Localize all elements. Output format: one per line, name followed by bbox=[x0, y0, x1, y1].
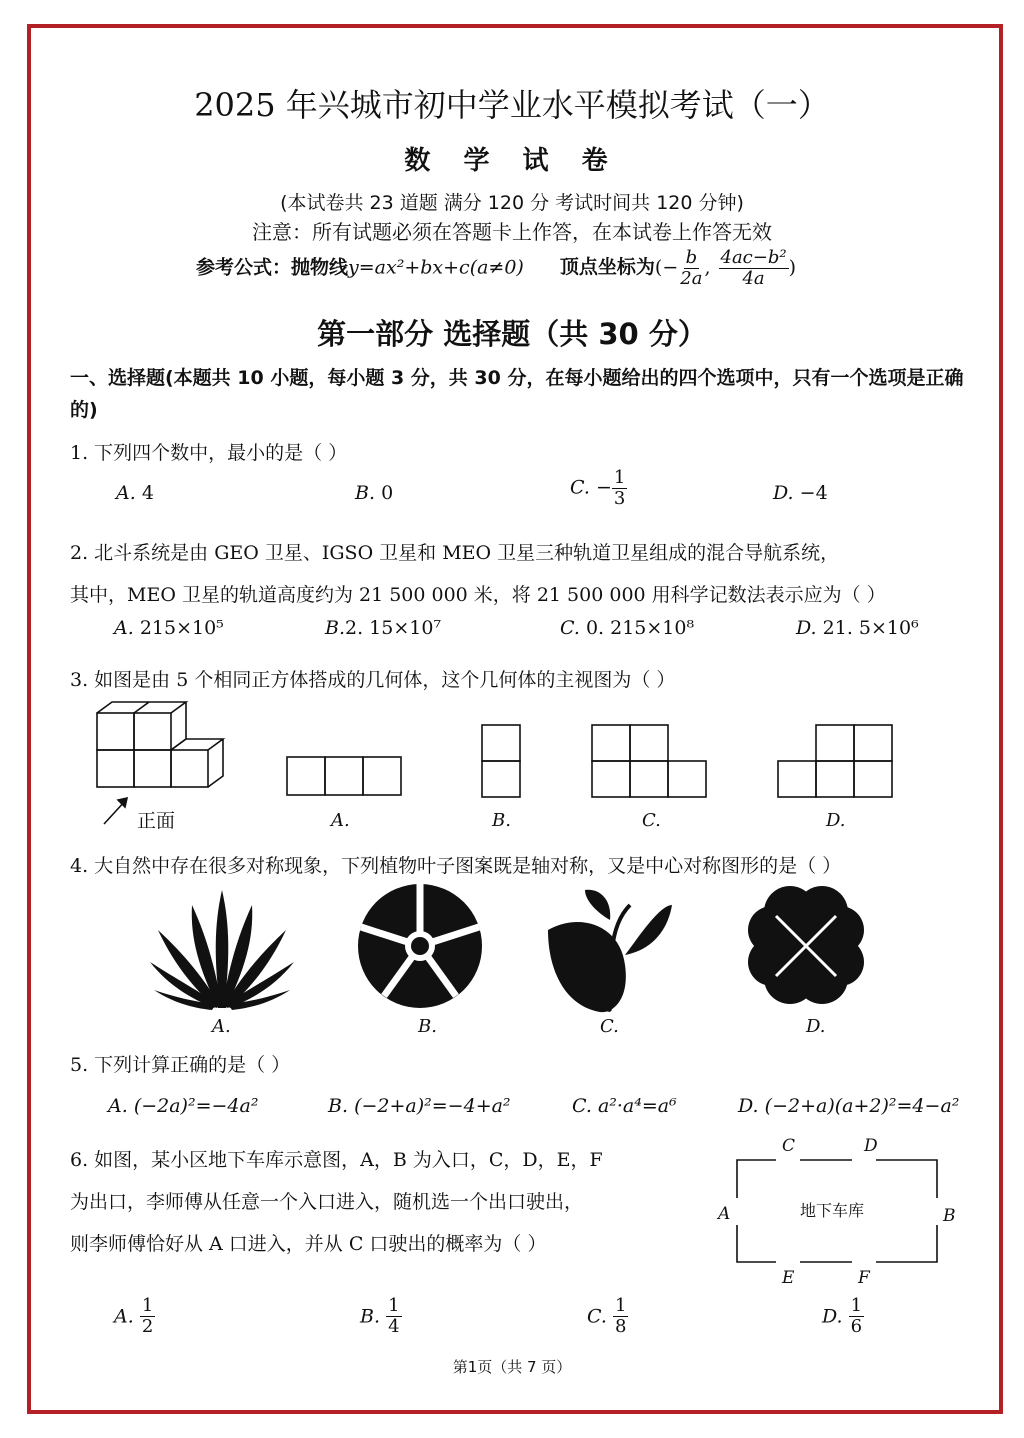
q4-label-d: D. bbox=[806, 1016, 826, 1037]
exam-info: (本试卷共 23 道题 满分 120 分 考试时间共 120 分钟) bbox=[280, 192, 744, 214]
q1-d-label: D. bbox=[773, 482, 794, 504]
q1-b-text: 0 bbox=[381, 482, 394, 504]
q3-label-b: B. bbox=[492, 810, 511, 831]
garage-entrance-b: B bbox=[943, 1206, 956, 1226]
q6-option-a bbox=[114, 1296, 155, 1337]
q5-a-text: (−2a)²=−4a² bbox=[133, 1095, 259, 1117]
q6-a-label: A. bbox=[114, 1305, 134, 1328]
q6-stem-line3: 则李师傅恰好从 A 口进入，并从 C 口驶出的概率为（ ） bbox=[70, 1233, 547, 1255]
exam-title: 2025 年兴城市初中学业水平模拟考试（一） bbox=[194, 86, 830, 124]
part-title: 第一部分 选择题（共 30 分） bbox=[317, 317, 707, 351]
q3-label-a: A. bbox=[331, 810, 350, 831]
q5-c-text: a²·a⁴=a⁶ bbox=[597, 1095, 677, 1117]
q2-stem-line1: 2. 北斗系统是由 GEO 卫星、IGSO 卫星和 MEO 卫星三种轨道卫星组成的混合导航系统， bbox=[70, 542, 840, 564]
q6-b-fraction bbox=[386, 1296, 401, 1337]
q6-d-num: 1 bbox=[850, 1295, 863, 1316]
q1-c-minus: − bbox=[595, 476, 612, 499]
q1-a-text: 4 bbox=[141, 482, 154, 504]
q2-a-label: A. bbox=[114, 617, 134, 639]
q2-c-label: C. bbox=[560, 617, 580, 639]
q6-option-c bbox=[587, 1296, 628, 1337]
vertex-open: (− bbox=[654, 256, 679, 279]
q5-c-label: C. bbox=[572, 1095, 592, 1117]
q5-b-text: (−2+a)²=−4+a² bbox=[354, 1095, 511, 1117]
q6-a-num: 1 bbox=[141, 1295, 154, 1316]
q5-b-label: B. bbox=[328, 1095, 349, 1117]
vertex-label: 顶点坐标为 bbox=[559, 256, 655, 279]
q6-c-den: 8 bbox=[614, 1315, 627, 1337]
q3-front-label: 正面 bbox=[137, 810, 176, 832]
garage-name: 地下车库 bbox=[800, 1201, 865, 1220]
q6-stem-line2: 为出口，李师傅从任意一个入口进入，随机选一个出口驶出， bbox=[70, 1191, 584, 1213]
q5-d-text: (−2+a)(a+2)²=4−a² bbox=[764, 1095, 960, 1117]
q2-b-label: B. bbox=[325, 617, 346, 639]
q4-stem: 4. 大自然中存在很多对称现象，下列植物叶子图案既是轴对称，又是中心对称图形的是（ ） bbox=[70, 855, 842, 877]
q1-b-label: B. bbox=[355, 482, 376, 504]
q6-c-label: C. bbox=[587, 1305, 607, 1328]
q3-label-d: D. bbox=[826, 810, 846, 831]
q5-a-label: A. bbox=[108, 1095, 128, 1117]
q5-stem: 5. 下列计算正确的是（ ） bbox=[70, 1054, 291, 1076]
q2-stem-line2: 其中，MEO 卫星的轨道高度约为 21 500 000 米，将 21 500 000 用科学记数法表示应为（ ） bbox=[70, 584, 886, 606]
q2-a-text: 215×10⁵ bbox=[139, 617, 224, 639]
garage-exit-c: C bbox=[782, 1136, 796, 1156]
q1-stem: 1. 下列四个数中，最小的是（ ） bbox=[70, 442, 348, 464]
garage-exit-f: F bbox=[858, 1268, 870, 1288]
q6-d-label: D. bbox=[822, 1305, 843, 1328]
q1-c-num: 1 bbox=[613, 467, 626, 488]
q2-b-text: 2. 15×10⁷ bbox=[345, 617, 442, 639]
q1-a-label: A. bbox=[116, 482, 136, 504]
vertex-close: ) bbox=[788, 256, 797, 279]
q6-a-fraction bbox=[140, 1296, 155, 1337]
vertex-y-num: 4ac−b² bbox=[720, 247, 787, 268]
q3-stem: 3. 如图是由 5 个相同正方体搭成的几何体，这个几何体的主视图为（ ） bbox=[70, 669, 676, 691]
q6-stem-line1: 6. 如图，某小区地下车库示意图，A，B 为入口，C，D，E，F bbox=[70, 1149, 603, 1171]
q1-d-text: −4 bbox=[799, 482, 828, 504]
vertex-x-num: b bbox=[685, 247, 698, 268]
page-footer: 第1页（共 7 页） bbox=[452, 1358, 572, 1376]
vertex-x-den: 2a bbox=[680, 267, 703, 289]
q6-c-num: 1 bbox=[614, 1295, 627, 1316]
q4-label-a: A. bbox=[212, 1016, 231, 1037]
exam-note: 注意：所有试题必须在答题卡上作答，在本试卷上作答无效 bbox=[252, 220, 772, 244]
garage-exit-d: D bbox=[864, 1136, 878, 1156]
q6-b-den: 4 bbox=[388, 1315, 400, 1337]
q6-option-b bbox=[360, 1296, 402, 1337]
q3-label-c: C. bbox=[642, 810, 661, 831]
formula-equation: y=ax²+bx+c(a≠0) bbox=[348, 256, 524, 279]
q6-option-d bbox=[822, 1296, 864, 1337]
q1-c-den: 3 bbox=[613, 487, 626, 509]
garage-entrance-a: A bbox=[718, 1204, 731, 1224]
q2-c-text: 0. 215×10⁸ bbox=[585, 617, 695, 639]
q4-label-b: B. bbox=[418, 1016, 437, 1037]
q6-d-fraction bbox=[849, 1296, 864, 1337]
q5-d-label: D. bbox=[738, 1095, 759, 1117]
formula-label: 参考公式：抛物线 bbox=[196, 256, 349, 279]
q4-label-c: C. bbox=[600, 1016, 619, 1037]
garage-exit-e: E bbox=[782, 1268, 795, 1288]
q2-d-text: 21. 5×10⁶ bbox=[822, 617, 919, 639]
q2-d-label: D. bbox=[796, 617, 817, 639]
q6-c-fraction bbox=[613, 1296, 628, 1337]
vertex-y-den: 4a bbox=[742, 267, 765, 289]
q6-d-den: 6 bbox=[850, 1315, 863, 1337]
q6-b-label: B. bbox=[360, 1305, 381, 1328]
q6-a-den: 2 bbox=[141, 1315, 154, 1337]
q1-c-label: C. bbox=[570, 476, 590, 499]
section-intro: 一、选择题(本题共 10 小题，每小题 3 分，共 30 分，在每小题给出的四个选项中，只有一个选项是正确的) bbox=[70, 367, 964, 421]
vertex-comma: , bbox=[704, 256, 711, 279]
q6-b-num: 1 bbox=[388, 1295, 400, 1316]
exam-subtitle: 数 学 试 卷 bbox=[404, 146, 620, 176]
